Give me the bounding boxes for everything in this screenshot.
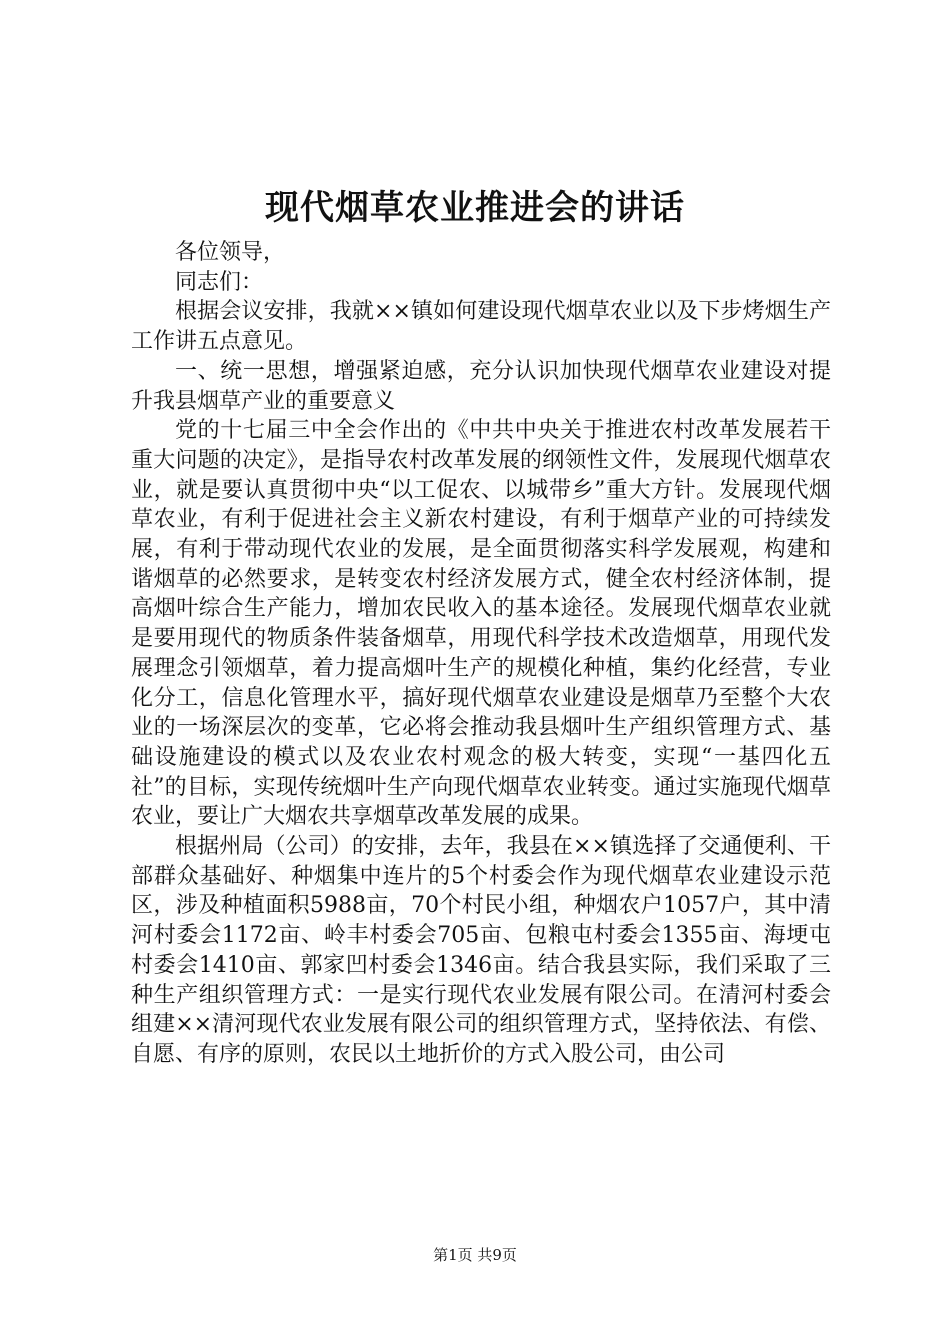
paragraph: 一、统一思想，增强紧迫感，充分认识加快现代烟草农业建设对提升我县烟草产业的重要意义 [131, 358, 831, 414]
page-footer: 第1页 共9页 [433, 1246, 517, 1264]
paragraph: 各位领导， [175, 240, 286, 265]
paragraph: 根据州局（公司）的安排，去年，我县在××镇选择了交通便利、干部群众基础好、种烟集中连片的5个村委会作为现代烟草农业建设示范区，涉及种植面积5988亩，70个村民小组，种烟农户1057户，其中清河村委会1172亩、岭丰村委会705亩、包粮屯村委会1355亩、海埂屯村委会1410亩、郭家凹村委会1346亩。结合我县实际，我们采取了三种生产组织管理方式：一是实行现代农业发展有限公司。在清河村委会组建××清河现代农业发展有限公司的组织管理方式，坚持依法、有偿、自愿、有序的原则，农民以土地折价的方式入股公司，由公司 [131, 834, 831, 1067]
document-body [131, 238, 831, 1070]
paragraph: 党的十七届三中全会作出的《中共中央关于推进农村改革发展若干重大问题的决定》，是指导农村改革发展的纲领性文件，发展现代烟草农业，就是要认真贯彻中央“以工促农、以城带乡”重大方针。发展现代烟草农业，有利于促进社会主义新农村建设，有利于烟草产业的可持续发展，有利于带动现代农业的发展，是全面贯彻落实科学发展观，构建和谐烟草的必然要求，是转变农村经济发展方式，健全农村经济体制，提高烟叶综合生产能力，增加农民收入的基本途径。发展现代烟草农业就是要用现代的物质条件装备烟草，用现代科学技术改造烟草，用现代发展理念引领烟草，着力提高烟叶生产的规模化种植，集约化经营，专业化分工，信息化管理水平，搞好现代烟草农业建设是烟草乃至整个大农业的一场深层次的变革，它必将会推动我县烟叶生产组织管理方式、基础设施建设的模式以及农业农村观念的极大转变，实现“一基四化五社”的目标，实现传统烟叶生产向现代烟草农业转变。通过实施现代烟草农业，要让广大烟农共享烟草改革发展的成果。 [131, 418, 831, 830]
paragraph: 同志们： [175, 269, 264, 295]
document-title: 现代烟草农业推进会的讲话 [265, 188, 685, 228]
paragraph: 根据会议安排，我就××镇如何建设现代烟草农业以及下步烤烟生产工作讲五点意见。 [131, 299, 831, 355]
